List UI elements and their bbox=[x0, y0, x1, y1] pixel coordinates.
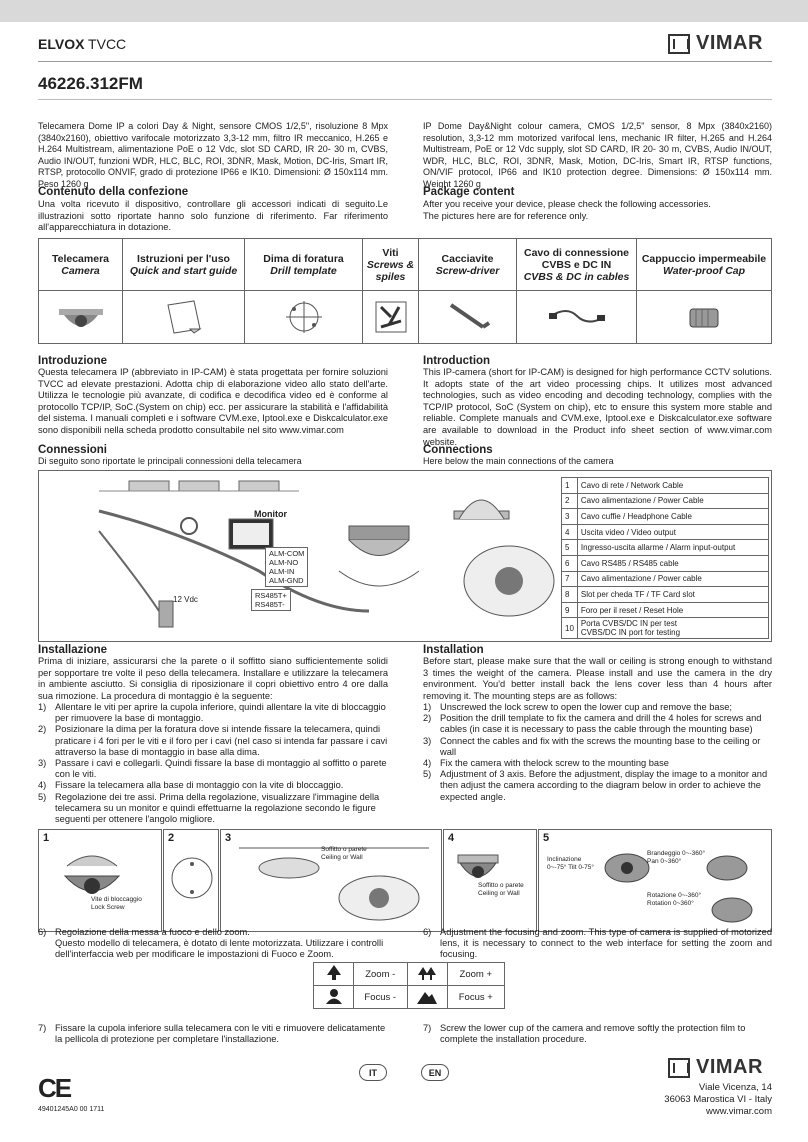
installation-title-en: Installation bbox=[423, 644, 484, 656]
connection-label: Ingresso-uscita allarme / Alarm input-output bbox=[577, 540, 768, 556]
accessory-label-en: Camera bbox=[61, 264, 100, 277]
pan-label: Brandeggio 0~-360° Pan 0~360° bbox=[647, 850, 706, 865]
step-number: 6) bbox=[38, 927, 47, 937]
template-circle-icon bbox=[168, 854, 218, 904]
accessories-table bbox=[38, 238, 772, 344]
accessory-label-it: Dima di foratura bbox=[263, 252, 344, 265]
connection-label: Cavo alimentazione / Power cable bbox=[577, 571, 768, 587]
connection-number: 7 bbox=[562, 571, 578, 587]
zoom-out-tree-icon bbox=[323, 964, 345, 982]
figure-step-2 bbox=[163, 829, 219, 932]
connection-row bbox=[562, 555, 769, 571]
figure-number: 4 bbox=[448, 832, 455, 844]
installation-step bbox=[423, 702, 772, 713]
installation-step bbox=[423, 758, 772, 769]
connection-number: 9 bbox=[562, 602, 578, 618]
accessory-guide bbox=[123, 239, 245, 343]
focus-near-person-icon bbox=[323, 987, 345, 1005]
waterproof-cap-icon bbox=[684, 299, 724, 335]
installation-step bbox=[38, 758, 388, 780]
language-it-badge: IT bbox=[359, 1064, 387, 1081]
alm-no-label: ALM-NO bbox=[269, 558, 299, 567]
accessory-screwdriver bbox=[419, 239, 517, 343]
rs485-labels bbox=[251, 589, 291, 611]
connections-title-it: Connessioni bbox=[38, 444, 108, 456]
accessory-label-it: Telecamera bbox=[51, 252, 109, 265]
accessory-label-en: Quick and start guide bbox=[129, 264, 238, 277]
step-text: Connect the cables and fix with the screws the mounting base to the ceiling or wall bbox=[440, 735, 761, 757]
figure-step-5 bbox=[538, 829, 772, 932]
screwdriver-icon bbox=[443, 299, 493, 335]
connection-number: 5 bbox=[562, 540, 578, 556]
connections-text-en: Here below the main connections of the camera bbox=[423, 456, 614, 466]
alm-gnd-label: ALM-GND bbox=[269, 576, 304, 585]
vimar-footer-logo bbox=[668, 1056, 763, 1079]
address-city: 36063 Marostica VI - Italy bbox=[664, 1094, 772, 1105]
figure-step-3 bbox=[220, 829, 442, 932]
connection-row bbox=[562, 571, 769, 587]
package-text-it: Una volta ricevuto il dispositivo, controllare gli accessori indicati di seguito.Le illustrazioni sotto riportate hanno solo funzione di riferimento. Far riferimento all'apparecchiatura in dotazione. bbox=[38, 199, 388, 233]
connections-legend-table bbox=[561, 477, 769, 639]
step-text: Regolazione dei tre assi. Prima della regolazione, visualizzare l'immagine della telecamera su un monitor e quindi effettuarne la regolazione secondo le figure seguenti per ottenere l'angolo migliore. bbox=[55, 791, 380, 825]
cable-icon bbox=[547, 302, 607, 332]
accessory-label-en: CVBS & DC in cables bbox=[523, 270, 630, 283]
screws-icon bbox=[373, 299, 409, 335]
company-address bbox=[600, 1082, 772, 1118]
step-number: 7) bbox=[38, 1023, 47, 1033]
step-text-detail: Questo modello di telecamera, è dotato di lente motorizzata. Utilizzare i controlli dell'interfaccia web per modificare le impostazioni di Fuoco e Zoom. bbox=[55, 938, 384, 960]
rotation-label: Rotazione 0~-360° Rotation 0~360° bbox=[647, 892, 702, 907]
introduction-title-it: Introduzione bbox=[38, 355, 107, 367]
accessory-label-it: Istruzioni per l'uso bbox=[137, 252, 230, 265]
installation-step bbox=[38, 792, 388, 826]
connection-number: 3 bbox=[562, 509, 578, 525]
vimar-logo-word: VIMAR bbox=[696, 1056, 763, 1078]
tilt-label: Inclinazione 0~-75° Tilt 0-75° bbox=[547, 856, 594, 871]
description-en: IP Dome Day&Night colour camera, CMOS 1/2,5" sensor, 8 Mpx (3840x2160) resolution, 3,3-12 mm motorized varifocal lens, mechanic IR filter, H.265 and H.264 Multistream, PoE or 12 Vdc supply, slot SD CARD, IR 20- 30 m, CVBS, Audio IN/OUT, WDR, HLC, BLC, ROI, 3DNR, Mask, Motion, DC-Iris, Smart IR, RTSP functions, ON/VIF protocol, IP66 and IK10 protection degree. Dimensions: Ø 150x114 mm. Weight 1260 g bbox=[423, 121, 772, 189]
connection-number: 2 bbox=[562, 493, 578, 509]
introduction-text-en: This IP-camera (short for IP-CAM) is designed for high performance CCTV solutions. It adopts state of the art video processing chips. It utilizes most advanced technologies, such as video encoding and decoding technology, complies with the TCP/IP protocol, SoC (System on chip), etc to ensure this system more stable and reliable. Complete manuals and CVM.exe, Iptool.exe e Diskcalculator.exe software are available to download in the Product info sheet section of www.vimar.com website. bbox=[423, 367, 772, 447]
connection-row bbox=[562, 478, 769, 494]
step-text: Unscrewed the lock screw to open the lower cup and remove the base; bbox=[440, 702, 732, 712]
vimar-logo-mark-icon bbox=[668, 1058, 690, 1078]
connection-number: 8 bbox=[562, 587, 578, 603]
introduction-title-en: Introduction bbox=[423, 355, 491, 367]
accessory-label-it: Cappuccio impermeabile bbox=[641, 252, 767, 265]
connection-number: 1 bbox=[562, 478, 578, 494]
alm-com-label: ALM-COM bbox=[269, 549, 305, 558]
vimar-logo-word: VIMAR bbox=[696, 32, 763, 54]
diagram-monitor-label: Monitor bbox=[254, 509, 287, 519]
alm-in-label: ALM-IN bbox=[269, 567, 295, 576]
step-text: Fix the camera with thelock screw to the mounting base bbox=[440, 758, 669, 769]
step-number: 5) bbox=[423, 769, 432, 780]
package-text-en: After you receive your device, please check the following accessories. The pictures here are for reference only. bbox=[423, 199, 711, 221]
rs485-plus-label: RS485T+ bbox=[255, 591, 287, 600]
rs485-minus-label: RS485T- bbox=[255, 600, 285, 609]
step-text: Adjustment the focusing and zoom. This type of camera is supplied of motorized lens, it is necessary to connect to the web interface for setting the zoom and focusing. bbox=[440, 927, 772, 960]
connections-title-en: Connections bbox=[423, 444, 493, 456]
connection-label: Foro per il reset / Reset Hole bbox=[577, 602, 768, 618]
connection-number: 4 bbox=[562, 524, 578, 540]
document-code: 49401245A0 00 1711 bbox=[38, 1106, 105, 1113]
connections-text-it: Di seguito sono riportate le principali connessioni della telecamera bbox=[38, 456, 302, 466]
accessory-label-it: Cacciavite bbox=[441, 252, 494, 265]
connection-label: Cavo cuffie / Headphone Cable bbox=[577, 509, 768, 525]
connection-label-line: CVBS/DC IN port for testing bbox=[580, 628, 681, 638]
connection-row bbox=[562, 618, 769, 639]
step-number: 6) bbox=[423, 927, 432, 937]
step-text: Position the drill template to fix the camera and drill the 4 holes for screws and cables (in case it is necessary to pass the cable through the mounting base) bbox=[440, 713, 762, 735]
step-number: 1) bbox=[423, 702, 432, 712]
vimar-logo-mark-icon bbox=[668, 34, 690, 54]
step-6-en bbox=[423, 927, 772, 961]
connection-label: Uscita video / Video output bbox=[577, 524, 768, 540]
installation-step bbox=[423, 736, 772, 758]
zoom-in-trees-icon bbox=[416, 964, 438, 982]
dome-open-icon bbox=[47, 846, 157, 926]
figure-number: 3 bbox=[225, 832, 232, 844]
installation-step bbox=[423, 769, 772, 803]
zoom-plus-label: Zoom + bbox=[447, 963, 504, 986]
description-it: Telecamera Dome IP a colori Day & Night, sensore CMOS 1/2,5", risoluzione 8 Mpx (3840x2160), obiettivo varifocale motorizzato 3,3-12 mm, filtro IR meccanico, H.265 e H.264 Multistream, alimentazione PoE o 12 Vdc, slot SD CARD, IR 20- 30 m, CVBS, Audio IN/OUT, funzioni WDR, HLC, BLC, ROI, 3DNR, Mask, Motion, DC-Iris, Smart IR, RTSP, protocollo ONVIF, grado di protezione IP66 e IK10. Dimensioni: Ø 150x114 mm. Peso 1260 g bbox=[38, 121, 388, 189]
lock-screw-label: Vite di bloccaggio Lock Screw bbox=[91, 896, 142, 911]
address-street: Viale Vicenza, 14 bbox=[698, 1082, 772, 1093]
accessory-waterproof-cap bbox=[637, 239, 771, 343]
ceiling-wall-label: Soffitto o parete Ceiling or Wall bbox=[321, 846, 367, 861]
figure-step-4 bbox=[443, 829, 537, 932]
installation-steps-en bbox=[423, 702, 772, 803]
step-text: Posizionare la dima per la foratura dove si intende fissare la telecamera, quindi praticare i 4 fori per le viti e il foro per i cavi (nel caso si intenda far passare i cavi attraverso la base di montaggio in base alla dima. bbox=[55, 724, 388, 757]
installation-step bbox=[38, 780, 388, 791]
step-7-en bbox=[423, 1023, 772, 1045]
accessory-label-it: Cavo di connessione CVBS e DC IN bbox=[523, 246, 630, 271]
header-divider bbox=[38, 61, 772, 62]
connection-row bbox=[562, 524, 769, 540]
package-title-it: Contenuto della confezione bbox=[38, 186, 189, 198]
step-text: Fissare la telecamera alla base di montaggio con la vite di bloccaggio. bbox=[55, 780, 344, 791]
step-number: 1) bbox=[38, 702, 47, 712]
accessory-label-en: Screw-driver bbox=[435, 264, 500, 277]
step-7-it bbox=[38, 1023, 388, 1045]
installation-step bbox=[38, 702, 388, 724]
connection-row bbox=[562, 509, 769, 525]
step-number: 2) bbox=[423, 713, 432, 724]
product-code: 46226.312FM bbox=[38, 74, 143, 93]
ceiling-wall-label: Soffitto o parete Ceiling or Wall bbox=[478, 882, 524, 897]
focus-minus-label: Focus - bbox=[354, 986, 408, 1009]
step-number: 3) bbox=[38, 758, 47, 769]
guide-sheet-icon bbox=[164, 299, 204, 335]
series-name: ELVOX TVCC bbox=[38, 36, 127, 52]
connection-row bbox=[562, 587, 769, 603]
connection-number: 10 bbox=[562, 618, 578, 639]
installation-text-it: Prima di iniziare, assicurarsi che la parete o il soffitto siano sufficientemente solidi per sopportare tre volte il peso della telecamera. Installare e utilizzare la telecamera in ambiente asciutto. Si consiglia di riposizionare il copri obiettivo entro 4 ore dalla sua rimozione. La procedura di montaggio è la seguente: bbox=[38, 656, 388, 701]
step-6-it bbox=[38, 927, 388, 961]
connection-row bbox=[562, 540, 769, 556]
dome-camera-icon bbox=[56, 301, 106, 333]
ce-mark-icon: CE bbox=[38, 1073, 71, 1103]
figure-number: 2 bbox=[168, 832, 175, 844]
connection-label: Cavo alimentazione / Power Cable bbox=[577, 493, 768, 509]
connection-row bbox=[562, 602, 769, 618]
connection-label: Slot per cheda TF / TF Card slot bbox=[577, 587, 768, 603]
accessory-screws bbox=[363, 239, 419, 343]
step-text: Allentare le viti per aprire la cupola inferiore, quindi allentare la vite di bloccaggio per rimuovere la base di montaggio. bbox=[55, 702, 386, 724]
step-number: 4) bbox=[423, 758, 432, 769]
step-number: 2) bbox=[38, 724, 47, 735]
introduction-text-it: Questa telecamera IP (abbreviato in IP-CAM) è stata progettata per fornire soluzioni TVCC ad elevate prestazioni. Adotta chip di elaborazione video allo stato dell'arte. Utilizza le tecnologie più avanzate, di codifica e decodifica video ed è conforme al protocollo TCP/IP, SoC.(System on chip) ecc. per assicurare la stabilità e l'affidabilità del sistema. I manuali completi e i software CVM.exe, Iptool.exe e Diskcalculator.exe sono disponibili nella scheda prodotto consultabile nel sito www.vimar.com bbox=[38, 367, 388, 435]
title-divider bbox=[38, 99, 772, 100]
alarm-terminal-labels bbox=[265, 547, 308, 587]
step-text: Fissare la cupola inferiore sulla telecamera con le viti e rimuovere delicatamente la pellicola di protezione per completare l'installazione. bbox=[55, 1023, 386, 1045]
step-number: 5) bbox=[38, 791, 47, 802]
figure-step-1 bbox=[38, 829, 162, 932]
address-website: www.vimar.com bbox=[706, 1106, 772, 1117]
power-12vdc-label: 12 Vdc bbox=[173, 595, 198, 604]
installation-step bbox=[423, 713, 772, 735]
focus-far-mountain-icon bbox=[416, 987, 438, 1005]
step-number: 7) bbox=[423, 1023, 432, 1033]
accessory-label-it: Viti bbox=[382, 246, 399, 259]
focus-plus-label: Focus + bbox=[447, 986, 504, 1009]
zoom-minus-label: Zoom - bbox=[354, 963, 408, 986]
installation-text-en: Before start, please make sure that the wall or ceiling is strong enough to withstand 3 times the weight of the camera. Please install and use the camera in the dry environment. You'd better install back the lens cover less than 4 hours after removing it. The mounting steps are as follows: bbox=[423, 656, 772, 701]
accessory-label-en: Drill template bbox=[270, 264, 337, 277]
accessory-label-en: Screws & spiles bbox=[366, 258, 415, 283]
installation-title-it: Installazione bbox=[38, 644, 108, 656]
installation-step bbox=[38, 724, 388, 758]
connection-label-line: Porta CVBS/DC IN per test bbox=[580, 619, 677, 629]
connection-number: 6 bbox=[562, 555, 578, 571]
drill-template-icon bbox=[284, 299, 324, 335]
figure-number: 1 bbox=[43, 832, 50, 844]
connection-label: Cavo di rete / Network Cable bbox=[577, 478, 768, 494]
connection-label: Cavo RS485 / RS485 cable bbox=[577, 555, 768, 571]
step-text: Passare i cavi e collegarli. Quindi fissare la base di montaggio al soffitto o parete con le viti. bbox=[55, 758, 387, 780]
zoom-focus-table bbox=[313, 962, 505, 1009]
step-number: 3) bbox=[423, 735, 432, 746]
language-en-badge: EN bbox=[421, 1064, 449, 1081]
connection-row bbox=[562, 493, 769, 509]
accessory-drill-template bbox=[245, 239, 363, 343]
installation-steps-it bbox=[38, 702, 388, 825]
connection-label bbox=[577, 618, 768, 639]
accessory-label-en: Water-proof Cap bbox=[662, 264, 746, 277]
accessory-cables bbox=[517, 239, 637, 343]
step-text: Regolazione della messa a fuoco e dello zoom. bbox=[55, 927, 250, 937]
package-title-en: Package content bbox=[423, 186, 515, 198]
accessory-camera bbox=[39, 239, 123, 343]
top-color-band bbox=[0, 0, 808, 22]
vimar-logo bbox=[668, 32, 763, 55]
step-text: Screw the lower cup of the camera and remove softly the protection film to complete the installation procedure. bbox=[440, 1023, 746, 1045]
figure-number: 5 bbox=[543, 832, 550, 844]
step-number: 4) bbox=[38, 780, 47, 791]
step-text: Adjustment of 3 axis. Before the adjustment, display the image to a monitor and then adjust the camera according to the diagram below in order to achieve the expected angle. bbox=[440, 769, 768, 802]
